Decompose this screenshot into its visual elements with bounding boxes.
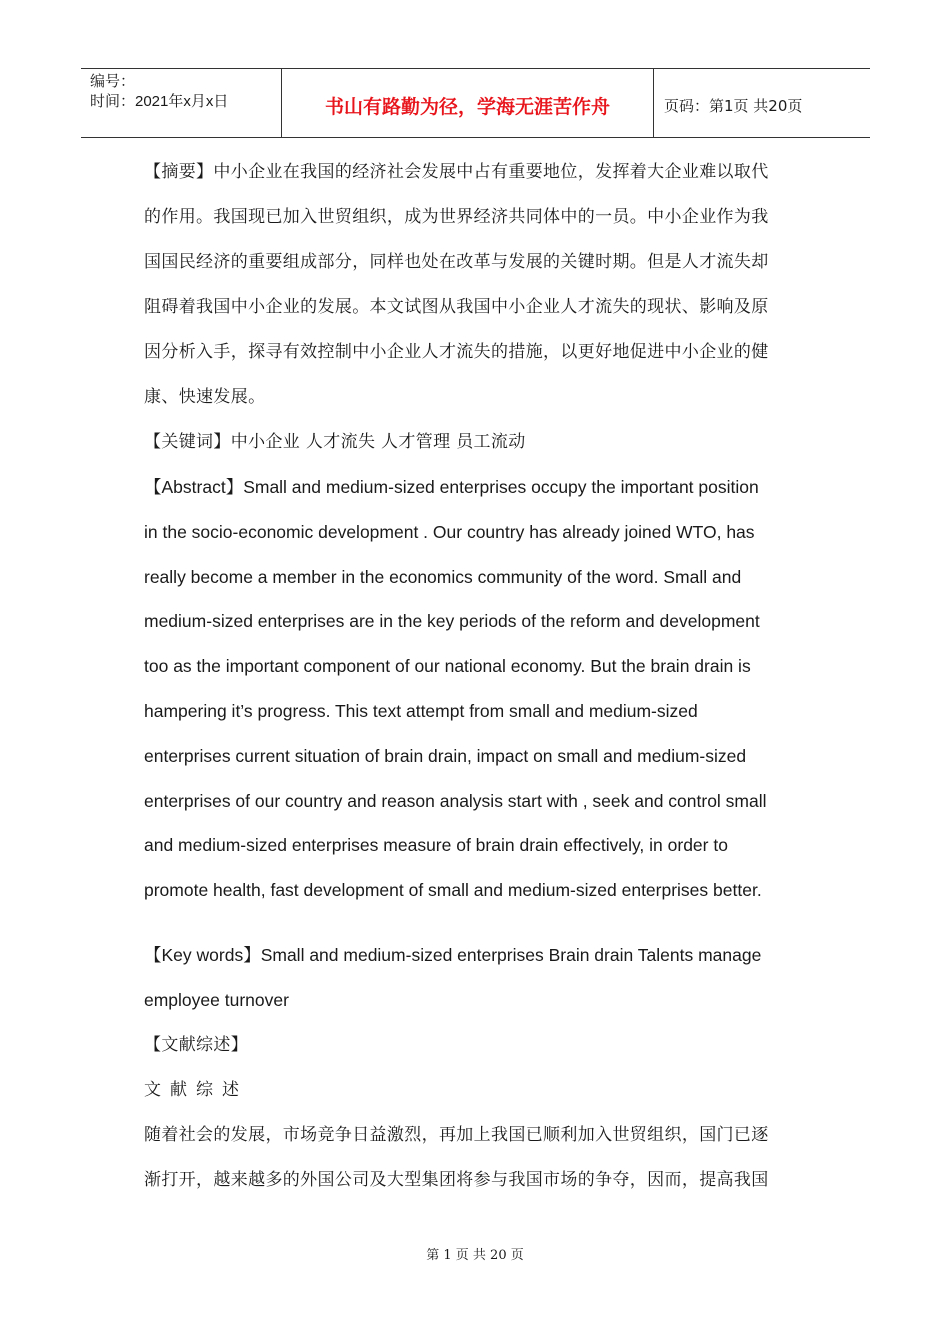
en-abstract-line: enterprises of our country and reason analysis start with , seek and control small (144, 790, 767, 811)
header-meta (81, 69, 281, 137)
literature-review-line: 渐打开，越来越多的外国公司及大型集团将参与我国市场的争夺，因而，提高我国 (144, 1169, 769, 1190)
en-abstract-line: 【Abstract】Small and medium-sized enterprises occupy the important position (144, 477, 759, 497)
page-footer: 第 1 页 共 20 页 (426, 1248, 524, 1263)
en-abstract-line: too as the important component of our national economy. But the brain drain is (144, 656, 751, 677)
paragraph-spacer (144, 913, 812, 933)
en-keywords-line: employee turnover (144, 989, 289, 1010)
header-motto: 书山有路勤为径，学海无涯苦作舟 (281, 69, 654, 137)
en-abstract-line: really become a member in the economics community of the word. Small and (144, 566, 742, 587)
zh-abstract-line: 国国民经济的重要组成部分，同样也处在改革与发展的关键时期。但是人才流失却 (144, 252, 769, 272)
zh-abstract-line: 因分析入手，探寻有效控制中小企业人才流失的措施，以更好地促进中小企业的健 (144, 342, 769, 362)
page-header (81, 68, 870, 138)
zh-abstract-line: 阻碍着我国中小企业的发展。本文试图从我国中小企业人才流失的现状、影响及原 (144, 297, 769, 317)
literature-review-heading: 【文献综述】 (144, 1034, 249, 1055)
en-abstract-line: medium-sized enterprises are in the key periods of the reform and development (144, 611, 760, 632)
zh-abstract-line: 的作用。我国现已加入世贸组织，成为世界经济共同体中的一员。中小企业作为我 (144, 207, 769, 227)
en-abstract-line: enterprises current situation of brain drain, impact on small and medium-sized (144, 745, 747, 766)
document-body (144, 150, 812, 1203)
zh-abstract-line: 【摘要】中小企业在我国的经济社会发展中占有重要地位，发挥着大企业难以取代 (144, 162, 769, 182)
en-abstract-line: hampering it’s progress. This text attempt from small and medium-sized (144, 700, 698, 721)
header-page-info: 页码：第1页 共20页 (664, 96, 803, 115)
zh-keywords: 【关键词】中小企业 人才流失 人才管理 员工流动 (144, 432, 526, 452)
literature-review-line: 随着社会的发展，市场竞争日益激烈，再加上我国已顺利加入世贸组织，国门已逐 (144, 1124, 769, 1145)
en-keywords-line: 【Key words】Small and medium-sized enterprises Brain drain Talents manage (144, 944, 762, 965)
header-number-label: 编号： (90, 73, 136, 90)
en-abstract-line: promote health, fast development of small and medium-sized enterprises better. (144, 880, 762, 901)
header-time-label: 时间：2021年x月x日 (90, 93, 229, 110)
en-abstract-line: and medium-sized enterprises measure of brain drain effectively, in order to (144, 835, 728, 856)
zh-abstract-line: 康、快速发展。 (144, 387, 266, 407)
en-abstract-line: in the socio-economic development . Our country has already joined WTO, has (144, 521, 755, 542)
literature-review-title: 文献综述 (144, 1079, 248, 1100)
